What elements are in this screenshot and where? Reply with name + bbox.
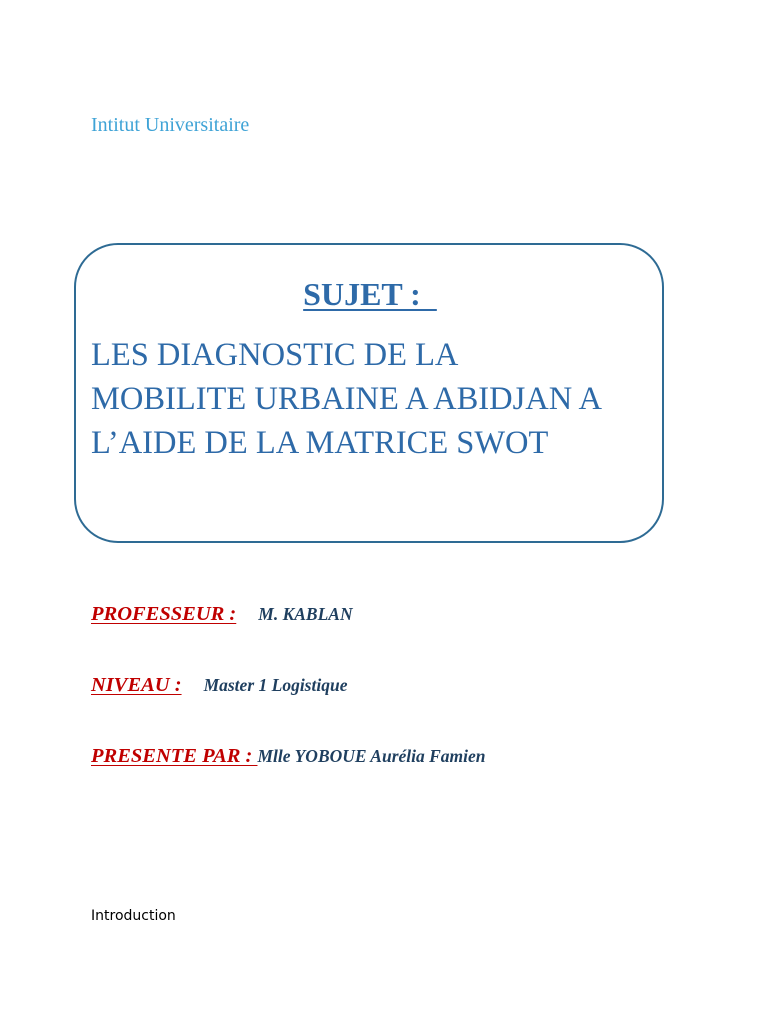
- niveau-label: NIVEAU :: [91, 674, 182, 696]
- professeur-label: PROFESSEUR :: [91, 603, 237, 625]
- niveau-value: Master 1 Logistique: [203, 675, 348, 695]
- professeur-value: M. KABLAN: [258, 604, 353, 624]
- presente-par-row: [91, 745, 486, 768]
- subject-heading-text: SUJET :: [303, 276, 437, 312]
- introduction-heading: Introduction: [91, 908, 176, 924]
- presente-par-value: Mlle YOBOUE Aurélia Famien: [257, 746, 486, 766]
- subject-title-line: L’AIDE DE LA MATRICE SWOT: [91, 425, 549, 461]
- presente-par-label: PRESENTE PAR :: [91, 745, 258, 767]
- professeur-row: [91, 603, 353, 626]
- subject-title-line: LES DIAGNOSTIC DE LA: [91, 337, 459, 373]
- institute-name: Intitut Universitaire: [91, 114, 250, 136]
- niveau-row: [91, 674, 347, 697]
- subject-heading: [0, 276, 740, 313]
- subject-title-line: MOBILITE URBAINE A ABIDJAN A: [91, 381, 602, 417]
- subject-title: [91, 333, 671, 465]
